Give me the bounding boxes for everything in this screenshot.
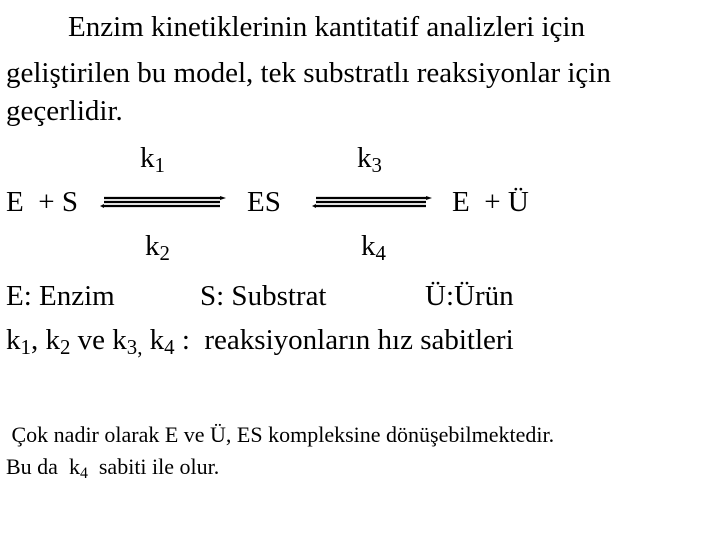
note-line-1: Çok nadir olarak E ve Ü, ES kompleksine dönüşebilmektedir. <box>6 422 555 447</box>
equilibrium-arrow-2 <box>312 192 434 212</box>
legend-rate-constants: $k_1$, $k_2$ ve $k_{3,}$ $k_4$ : reaksiyonların hız sabitleri <box>6 324 514 360</box>
legend-product: Ü:Ürün <box>425 280 514 312</box>
legend-substrate: S: Substrat <box>200 280 327 312</box>
intro-line-3: geçerlidir. <box>6 95 123 127</box>
rate-constant-k2: $k_2$ <box>145 230 170 266</box>
rate-constant-k3: $k_3$ <box>357 142 382 178</box>
enzyme-substrate-complex: ES <box>247 186 281 218</box>
note-line-2: Bu da $k_4$ sabiti ile olur. <box>6 454 220 482</box>
intro-line-1: Enzim kinetiklerinin kantitatif analizleri için <box>68 11 585 43</box>
reactants-label: E + S <box>6 186 78 218</box>
equilibrium-arrow-1 <box>100 192 228 212</box>
products-label: E + Ü <box>452 186 529 218</box>
intro-line-2: geliştirilen bu model, tek substratlı reaksiyonlar için <box>6 57 611 89</box>
rate-constant-k1: $k_1$ <box>140 142 165 178</box>
legend-enzyme: E: Enzim <box>6 280 115 312</box>
rate-constant-k4: $k_4$ <box>361 230 386 266</box>
